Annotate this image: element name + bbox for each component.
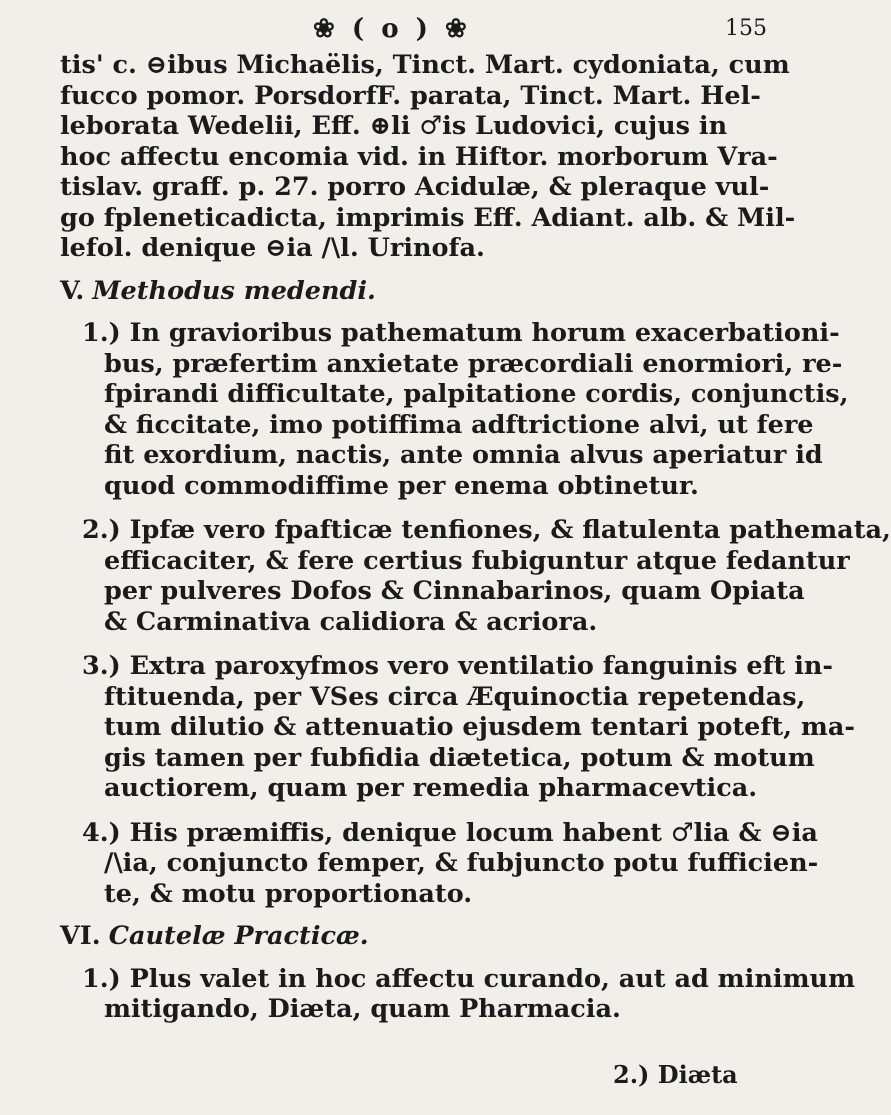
text-line: te, & motu proportionato. xyxy=(104,878,473,909)
body-text xyxy=(60,50,891,1025)
page-number: 155 xyxy=(725,16,767,41)
paragraph-remedies xyxy=(60,50,796,264)
text-line: mitigando, Diæta, quam Pharmacia. xyxy=(104,994,621,1024)
text-line: fucco pomor. PorsdorfF. parata, Tinct. Mart. Hel- xyxy=(60,80,761,111)
text-line: 1.) Plus valet in hoc affectu curando, aut ad minimum xyxy=(82,963,856,994)
text-line: 2.) Ipfæ vero fpafticæ tenfiones, & flatulenta pathemata, xyxy=(82,515,891,545)
text-line: tislav. graff. p. 27. porro Acidulæ, & pleraque vul- xyxy=(60,172,770,202)
text-line: & ficcitate, imo potiffima adftrictione alvi, ut fere xyxy=(104,409,814,440)
text-line: fpirandi difficultate, palpitatione cordis, conjunctis, xyxy=(104,379,849,409)
section-number: V. xyxy=(60,275,85,306)
text-line: & Carminativa calidiora & acriora. xyxy=(104,606,598,637)
text-line: per pulveres Dofos & Cinnabarinos, quam Opiata xyxy=(104,576,805,606)
text-line: efficaciter, & fere certius fubiguntur atque fedantur xyxy=(104,545,850,576)
numbered-item-3 xyxy=(60,651,855,804)
section-number: VI. xyxy=(60,921,101,951)
section-heading-v xyxy=(60,276,780,307)
text-line: go fpleneticadicta, imprimis Eff. Adiant. alb. & Mil- xyxy=(60,202,796,233)
text-line: leborata Wedelii, Eff. ⊕li ♂is Ludovici, cujus in xyxy=(60,111,728,141)
text-line: hoc affectu encomia vid. in Hiftor. morborum Vra- xyxy=(60,141,778,172)
text-line: auctiorem, quam per remedia pharmacevtica. xyxy=(104,773,758,803)
page-header xyxy=(0,10,800,50)
text-line: ∕\ia, conjuncto femper, & fubjuncto potu fufficien- xyxy=(104,848,819,878)
numbered-item-2 xyxy=(60,515,891,637)
text-line: lefol. denique ⊖ia ∕\l. Urinofa. xyxy=(60,233,485,263)
section-heading-vi xyxy=(60,921,780,952)
numbered-item-vi-1 xyxy=(60,963,856,1025)
text-line: bus, præfertim anxietate præcordiali enormiori, re- xyxy=(104,348,843,379)
text-line: fit exordium, nactis, ante omnia alvus aperiatur id xyxy=(104,440,823,470)
text-line: ftituenda, per VSes circa Æquinoctia repetendas, xyxy=(104,681,806,712)
section-title: Methodus medendi. xyxy=(92,275,376,306)
text-line: tum dilutio & attenuatio ejusdem tentari poteft, ma- xyxy=(104,712,855,742)
text-line: 3.) Extra paroxyfmos vero ventilatio fanguinis eft in- xyxy=(82,651,834,681)
text-line: quod commodiffime per enema obtinetur. xyxy=(104,470,699,501)
header-ornament: ❀ ( o ) ❀ xyxy=(313,14,471,44)
catchword: 2.) Diæta xyxy=(613,1060,738,1089)
numbered-item-1 xyxy=(60,318,849,501)
text-line: 4.) His præmiffis, denique locum habent ♂lia & ⊖ia xyxy=(82,817,818,848)
text-line: gis tamen per fubfidia diætetica, potum & motum xyxy=(104,742,815,773)
numbered-item-4 xyxy=(60,817,819,910)
text-line: 1.) In gravioribus pathematum horum exacerbationi- xyxy=(82,318,840,348)
text-line: tis' c. ⊖ibus Michaëlis, Tinct. Mart. cydoniata, cum xyxy=(60,50,790,80)
section-title: Cautelæ Practicæ. xyxy=(108,921,369,951)
